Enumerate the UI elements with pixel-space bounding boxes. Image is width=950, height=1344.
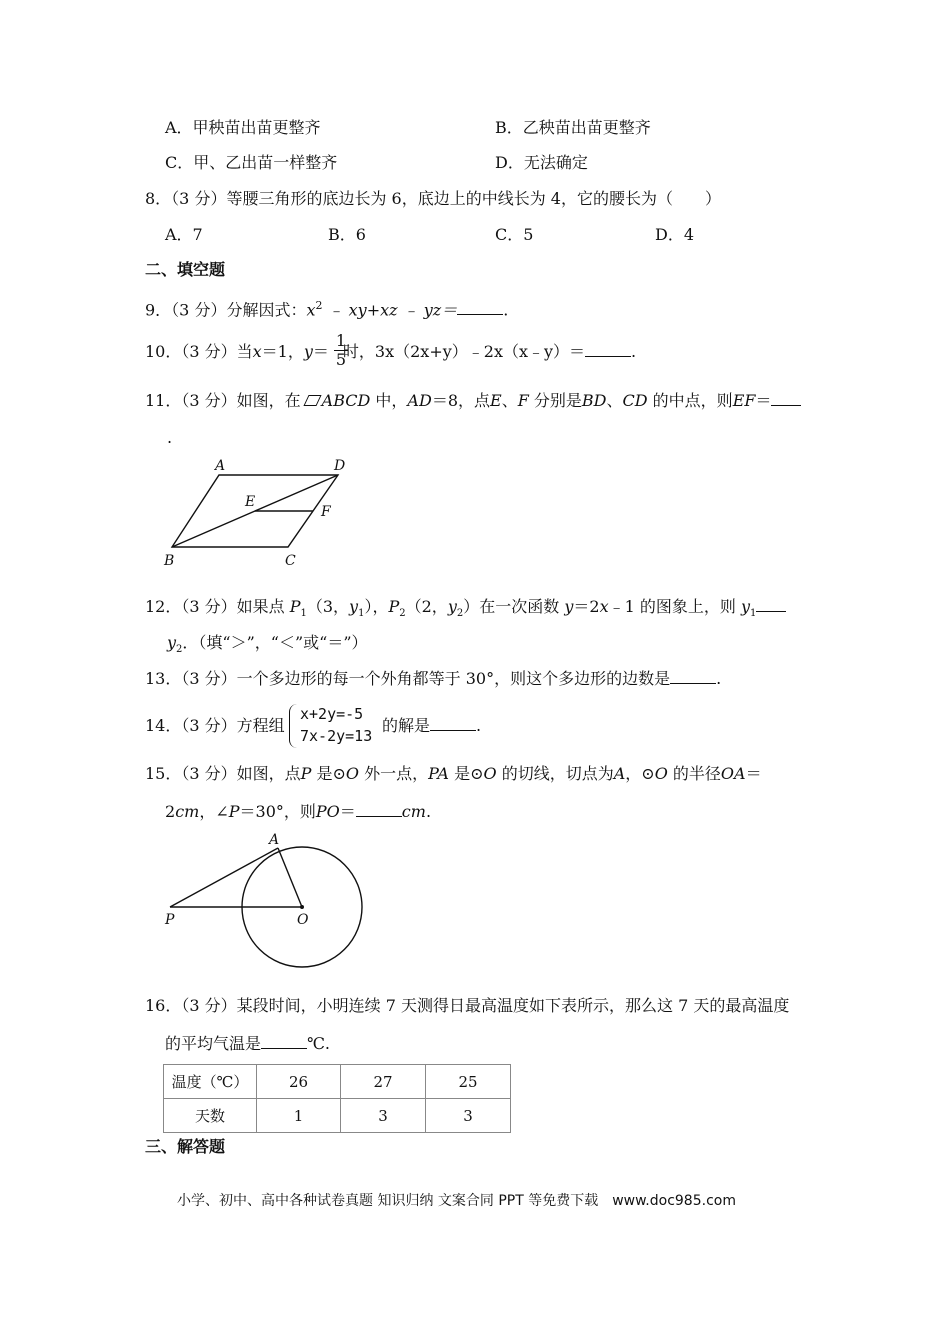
- label-b: B: [164, 553, 175, 569]
- q12-sub2: 2: [399, 608, 406, 620]
- q11-t1: 中，: [370, 391, 408, 410]
- label-f: F: [321, 504, 331, 520]
- q11-f: F: [517, 391, 529, 410]
- q12-fn-y: y: [564, 597, 574, 616]
- q15-po: PO: [315, 802, 340, 821]
- q15-line2: [165, 802, 431, 822]
- q15-cm2: cm: [401, 802, 426, 821]
- q12-t3: ），: [364, 597, 389, 616]
- q7-option-c: C．甲、乙出苗一样整齐: [165, 153, 338, 172]
- q10-var-y: y: [303, 342, 313, 361]
- q12-answer-blank[interactable]: [756, 597, 786, 612]
- q15-p2: P: [228, 802, 240, 821]
- q10-mid1: ＝1，: [261, 342, 304, 361]
- q15-t8: ＝: [745, 764, 762, 783]
- center-point: [300, 905, 304, 909]
- q12-y2: y: [447, 597, 457, 616]
- q12-text: [145, 597, 786, 624]
- q8-option-b: B．6: [328, 225, 366, 244]
- q11-cd: CD: [622, 391, 648, 410]
- q10-fraction: [334, 332, 348, 369]
- q9-expression: ﹣ xy+xz ﹣ yz＝: [322, 300, 458, 320]
- q12-ysub1b: 1: [750, 608, 757, 620]
- q12-t2: （3，: [306, 597, 350, 616]
- q8-option-c: C．5: [495, 225, 534, 244]
- label-d: D: [334, 458, 346, 474]
- q8-text: 8．（3 分）等腰三角形的底边长为 6，底边上的中线长为 4，它的腰长为（ ）: [145, 189, 721, 208]
- q16-answer-blank[interactable]: [261, 1034, 307, 1049]
- page-footer: 小学、初中、高中各种试卷真题 知识归纳 文案合同 PPT 等免费下载 www.doc985.com: [177, 1193, 736, 1209]
- q15-o: O: [345, 764, 360, 783]
- q13-answer-blank[interactable]: [670, 669, 716, 684]
- q11-e: E: [490, 391, 502, 410]
- table-row: [164, 1099, 511, 1133]
- q14-equation-2: 7x-2y=13: [300, 727, 373, 745]
- q15-t6: ，⊙: [625, 764, 655, 783]
- q7-option-b: B．乙秧苗出苗更整齐: [495, 118, 651, 137]
- q14-equation-1: x+2y=-5: [300, 705, 364, 723]
- q12-t4: （2，: [405, 597, 448, 616]
- q16-t1: 的平均气温是: [165, 1034, 262, 1053]
- label-a: A: [269, 832, 280, 848]
- q13-text: [145, 669, 721, 689]
- parallelogram-figure: [160, 452, 360, 572]
- q16-t2: ℃.: [307, 1034, 330, 1053]
- tangent-pa: [170, 848, 278, 907]
- q14-suffix-text: 的解是: [382, 716, 431, 735]
- q11-end: .: [167, 428, 173, 447]
- q11-sep: 、: [501, 391, 518, 410]
- q14-prefix: 14．（3 分）方程组: [145, 716, 285, 735]
- q12-ysub2: 2: [456, 608, 464, 620]
- section-heading-fill-in: 二、填空题: [145, 260, 226, 279]
- q15-cm: cm: [175, 802, 200, 821]
- q11-t5: ＝: [755, 391, 772, 410]
- brace-icon: [289, 704, 300, 748]
- q12-ysub1: 1: [358, 608, 365, 620]
- q15-t7: 的半径: [667, 764, 721, 783]
- label-c: C: [285, 553, 296, 569]
- q15-t5: 的切线，切点为: [496, 764, 614, 783]
- label-p: P: [165, 912, 175, 928]
- q12-p2: P: [388, 597, 400, 616]
- q13-end: .: [716, 669, 722, 688]
- q7-option-d: D．无法确定: [495, 153, 588, 172]
- q11-answer-blank[interactable]: [771, 391, 801, 406]
- circle-tangent-figure: [160, 830, 370, 972]
- table-row: [164, 1065, 511, 1099]
- q9-exponent: 2: [315, 299, 323, 312]
- q12-t6: ＝2: [573, 597, 600, 616]
- q10-fraction-numerator: 1: [335, 331, 347, 350]
- q9-prefix: 9．（3 分）分解因式：: [145, 300, 307, 320]
- q15-t12: ＝: [339, 802, 356, 821]
- q13-body: 13．（3 分）一个多边形的每一个外角都等于 30°，则这个多边形的边数是: [145, 669, 671, 688]
- q15-pa: PA: [428, 764, 449, 783]
- q11-t3: 分别是: [528, 391, 582, 410]
- q14-end: .: [476, 716, 482, 735]
- table-cell: 3: [426, 1099, 511, 1133]
- table-cell: 1: [257, 1099, 341, 1133]
- q8-option-d: D．4: [655, 225, 695, 244]
- q10-prefix: 10．（3 分）当: [145, 342, 253, 361]
- q9-text: [145, 296, 508, 320]
- q11-sep2: 、: [606, 391, 623, 410]
- q15-o2: O: [483, 764, 497, 783]
- q12-line2-sub: 2: [176, 644, 183, 656]
- parallelogram-symbol-icon: [303, 395, 321, 406]
- q15-answer-blank[interactable]: [356, 802, 402, 817]
- q16-line1: 16．（3 分）某段时间，小明连续 7 天测得日最高温度如下表所示，那么这 7 天的最高温度: [145, 996, 790, 1015]
- q12-y1b: y: [740, 597, 750, 616]
- q14-suffix: [382, 716, 481, 736]
- q12-y1: y: [349, 597, 359, 616]
- q12-p1: P: [289, 597, 301, 616]
- table-cell: 3: [341, 1099, 426, 1133]
- label-e: E: [245, 494, 256, 510]
- table-cell: 27: [341, 1065, 426, 1099]
- q10-var-x: x: [252, 342, 262, 361]
- q11-abcd: ABCD: [321, 391, 371, 410]
- table-cell: 26: [257, 1065, 341, 1099]
- q15-t1: 15．（3 分）如图，点: [145, 764, 301, 783]
- q15-t10: ，∠: [199, 802, 229, 821]
- q12-line2: [167, 633, 368, 660]
- q7-option-a: A．甲秧苗出苗更整齐: [165, 118, 321, 137]
- q11-ef: EF: [732, 391, 756, 410]
- temperature-table: [163, 1064, 511, 1133]
- q11-t4: 的中点，则: [647, 391, 733, 410]
- q15-t2: 是⊙: [311, 764, 346, 783]
- q16-line2: [165, 1034, 330, 1054]
- q9-answer-blank[interactable]: [457, 300, 503, 315]
- table-cell: 天数: [164, 1099, 257, 1133]
- q9-end: .: [503, 300, 509, 320]
- label-o: O: [297, 912, 309, 928]
- q10-fraction-denominator: 5: [335, 350, 347, 369]
- q9-var-x: x: [306, 300, 316, 320]
- q14-equation-system: [300, 703, 372, 747]
- section-heading-solutions: 三、解答题: [145, 1137, 226, 1156]
- q12-sub1: 1: [300, 608, 307, 620]
- q12-t7: ﹣1 的图象上，则: [608, 597, 741, 616]
- q15-p: P: [300, 764, 312, 783]
- q10-end: .: [631, 342, 637, 361]
- q11-prefix: 11．（3 分）如图，在: [145, 391, 301, 410]
- q11-ad: AD: [407, 391, 432, 410]
- q11-text: [145, 391, 801, 411]
- table-cell: 温度（℃）: [164, 1065, 257, 1099]
- label-a: A: [215, 458, 226, 474]
- q15-t11: ＝30°，则: [239, 802, 316, 821]
- q15-t4: 是⊙: [448, 764, 484, 783]
- q10-rest: 时，3x（2x+y）﹣2x（x﹣y）＝: [342, 342, 586, 361]
- q12-t1: 12．（3 分）如果点: [145, 597, 290, 616]
- q14-answer-blank[interactable]: [430, 716, 476, 731]
- q15-o3: O: [654, 764, 668, 783]
- q8-option-a: A．7: [165, 225, 203, 244]
- radius-oa: [278, 848, 302, 907]
- q10-mid2: ＝: [312, 342, 329, 361]
- q15-end: .: [425, 802, 432, 821]
- q15-t3: 外一点，: [359, 764, 429, 783]
- q12-fn-x: x: [599, 597, 609, 616]
- q15-line1: [145, 764, 762, 784]
- q15-a: A: [613, 764, 626, 783]
- q11-bd: BD: [581, 391, 607, 410]
- table-cell: 25: [426, 1065, 511, 1099]
- q12-line2-y: y: [167, 633, 177, 652]
- q15-oa: OA: [720, 764, 746, 783]
- q12-t5: ）在一次函数: [463, 597, 565, 616]
- q10-answer-blank[interactable]: [585, 342, 631, 357]
- q15-t9: 2: [165, 802, 176, 821]
- q11-t2: ＝8，点: [431, 391, 490, 410]
- q12-line2-text: ．（填“＞”，“＜”或“＝”）: [182, 633, 368, 652]
- q10-text: [145, 342, 636, 362]
